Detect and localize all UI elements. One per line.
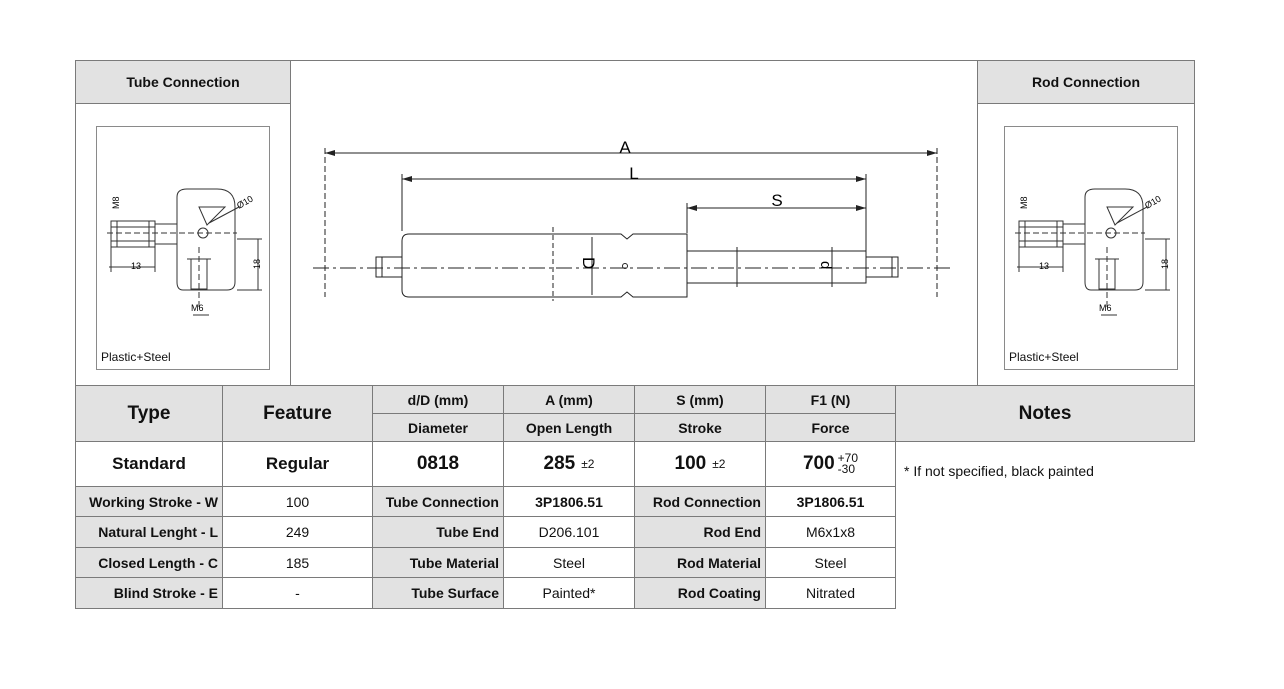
rod-connection-panel — [977, 103, 1195, 386]
row-value: 249 — [223, 517, 373, 548]
row-rod-label: Rod Material — [635, 548, 766, 578]
row-tube-value: D206.101 — [504, 517, 635, 548]
dim-label-l: L — [629, 164, 639, 183]
header-f1-n: F1 (N) — [766, 385, 896, 414]
rod-connection-header — [977, 60, 1195, 104]
rod-height-dim: 18 — [1160, 258, 1170, 269]
value-force-tolerance — [838, 453, 858, 475]
row-rod-value: Steel — [766, 548, 896, 578]
row-rod-label: Rod Connection — [635, 487, 766, 517]
row-label: Natural Lenght - L — [75, 517, 223, 548]
value-open-length: 285 — [543, 453, 576, 474]
tube-thread-dim: M8 — [111, 196, 121, 209]
row-label: Working Stroke - W — [75, 487, 223, 517]
value-force: 700 — [802, 453, 835, 474]
tube-material-label: Plastic+Steel — [101, 350, 171, 364]
rod-length-dim: 13 — [1039, 261, 1050, 271]
row-value: 185 — [223, 548, 373, 578]
rod-connection-image — [1004, 126, 1178, 370]
header-open-length: Open Length — [504, 414, 635, 442]
value-stroke-cell — [635, 442, 766, 487]
tube-connector-drawing — [97, 127, 267, 367]
header-a-mm: A (mm) — [504, 385, 635, 414]
notes-text: * If not specified, black painted — [904, 463, 1094, 479]
rod-bottom-thread-dim: M6 — [1099, 303, 1112, 313]
row-tube-value: 3P1806.51 — [504, 487, 635, 517]
header-dd-mm: d/D (mm) — [373, 385, 504, 414]
row-tube-label: Tube Surface — [373, 578, 504, 609]
row-value: - — [223, 578, 373, 609]
rod-hole-dim: Ø10 — [1143, 193, 1163, 211]
row-value: 100 — [223, 487, 373, 517]
row-tube-label: Tube Material — [373, 548, 504, 578]
value-diameter: 0818 — [373, 442, 504, 487]
dim-label-a: A — [619, 138, 631, 157]
header-notes: Notes — [896, 385, 1195, 442]
value-type: Standard — [75, 442, 223, 487]
header-force: Force — [766, 414, 896, 442]
row-tube-value: Painted* — [504, 578, 635, 609]
dim-label-d-upper: D — [579, 257, 598, 270]
tube-connection-header — [75, 60, 291, 104]
dim-label-s: S — [771, 191, 783, 210]
header-stroke: Stroke — [635, 414, 766, 442]
row-rod-value: Nitrated — [766, 578, 896, 609]
rod-thread-dim: M8 — [1019, 196, 1029, 209]
row-rod-value: 3P1806.51 — [766, 487, 896, 517]
value-open-length-tolerance: ±2 — [581, 457, 595, 471]
value-force-tol-plus: +70 — [837, 451, 859, 465]
row-rod-label: Rod End — [635, 517, 766, 548]
row-rod-value: M6x1x8 — [766, 517, 896, 548]
header-s-mm: S (mm) — [635, 385, 766, 414]
value-feature: Regular — [223, 442, 373, 487]
tube-bottom-thread-dim: M6 — [191, 303, 204, 313]
rod-connection-title: Rod Connection — [1031, 74, 1141, 90]
dim-label-d-lower: d — [817, 261, 834, 270]
tube-height-dim: 18 — [252, 258, 262, 269]
value-open-length-cell — [504, 442, 635, 487]
tube-connection-title: Tube Connection — [126, 74, 240, 90]
value-stroke-tolerance: ±2 — [712, 457, 726, 471]
row-tube-label: Tube Connection — [373, 487, 504, 517]
tube-hole-dim: Ø10 — [235, 193, 255, 211]
tube-connection-image — [96, 126, 270, 370]
header-diameter: Diameter — [373, 414, 504, 442]
gas-spring-drawing — [291, 61, 977, 385]
row-tube-value: Steel — [504, 548, 635, 578]
value-force-tol-minus: -30 — [837, 462, 856, 476]
header-type: Type — [75, 385, 223, 442]
row-rod-label: Rod Coating — [635, 578, 766, 609]
value-stroke: 100 — [674, 453, 707, 474]
tube-length-dim: 13 — [131, 261, 142, 271]
row-label: Closed Length - C — [75, 548, 223, 578]
rod-material-label: Plastic+Steel — [1009, 350, 1079, 364]
rod-connector-drawing — [1005, 127, 1175, 367]
value-force-cell — [766, 442, 896, 487]
tube-connection-panel — [75, 103, 291, 386]
row-tube-label: Tube End — [373, 517, 504, 548]
gas-spring-drawing-panel — [290, 60, 978, 386]
row-label: Blind Stroke - E — [75, 578, 223, 609]
spec-table — [75, 385, 1195, 611]
header-feature: Feature — [223, 385, 373, 442]
